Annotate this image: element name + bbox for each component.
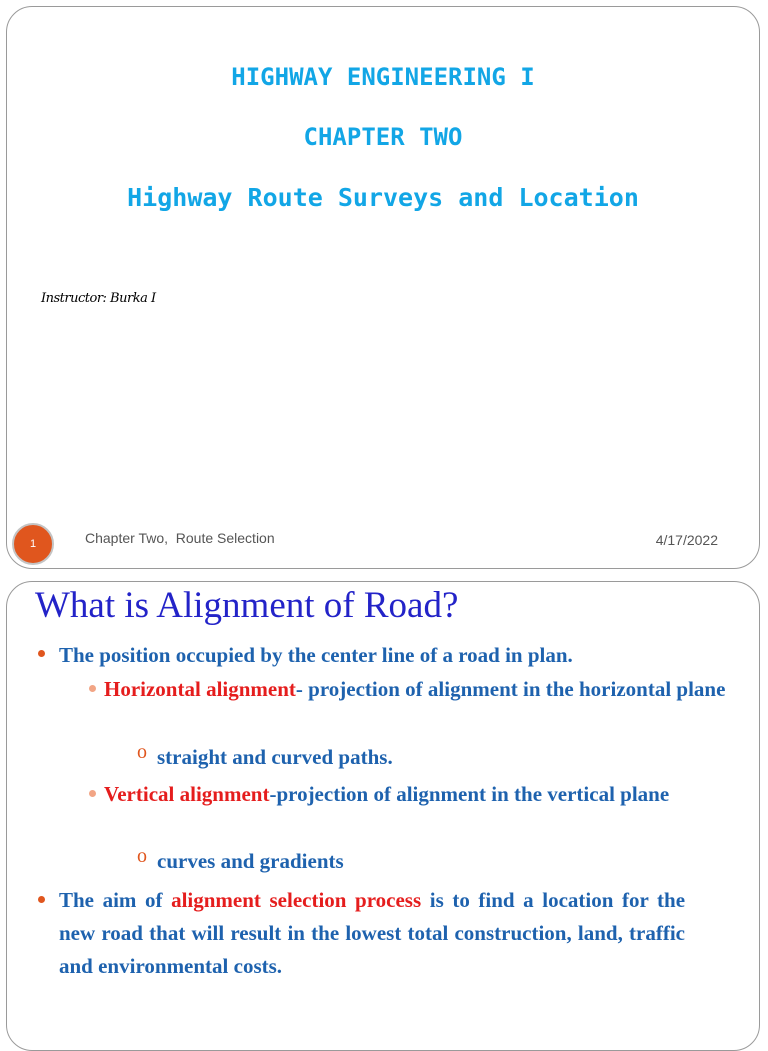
bullet-horizontal-alignment [104,673,744,706]
term-alignment-selection: alignment selection process [171,888,422,912]
bullet-definition: The position occupied by the center line of a road in plan. [59,643,573,667]
term-horizontal-alignment: Horizontal alignment [104,677,296,701]
bullet-dot-icon [89,790,96,797]
aim-text-end: is to find a location for the new road that will result in the lowest total construction, land, traffic and environmental costs. [59,888,686,978]
horizontal-alignment-detail: straight and curved paths. [157,745,393,769]
footer-label: Chapter Two, Route Selection [85,530,275,546]
chapter-title: CHAPTER TWO [303,123,463,151]
course-title: HIGHWAY ENGINEERING I [231,63,535,91]
term-vertical-alignment: Vertical alignment [104,782,270,806]
slide-title: What is Alignment of Road? [35,585,459,626]
bullet-dot-icon [38,896,45,903]
page-number-badge [12,523,54,565]
slide-1 [6,6,760,569]
bullet-dot-icon [38,650,45,657]
circle-bullet-icon: o [137,845,147,867]
bullet-alignment-aim [59,884,685,983]
instructor-label: Instructor: Burka I [41,291,156,306]
bullet-vertical-alignment [104,778,744,811]
slide-2 [6,581,760,1051]
aim-text-start: The aim of [59,888,172,912]
vertical-alignment-detail: curves and gradients [157,849,344,873]
horizontal-alignment-definition: - projection of alignment in the horizontal plane [295,677,726,701]
bullet-dot-icon [89,685,96,692]
circle-bullet-icon: o [137,741,147,763]
chapter-subtitle: Highway Route Surveys and Location [127,183,639,212]
vertical-alignment-definition: -projection of alignment in the vertical plane [269,782,670,806]
footer-date: 4/17/2022 [655,532,718,548]
page-number: 1 [29,538,37,550]
